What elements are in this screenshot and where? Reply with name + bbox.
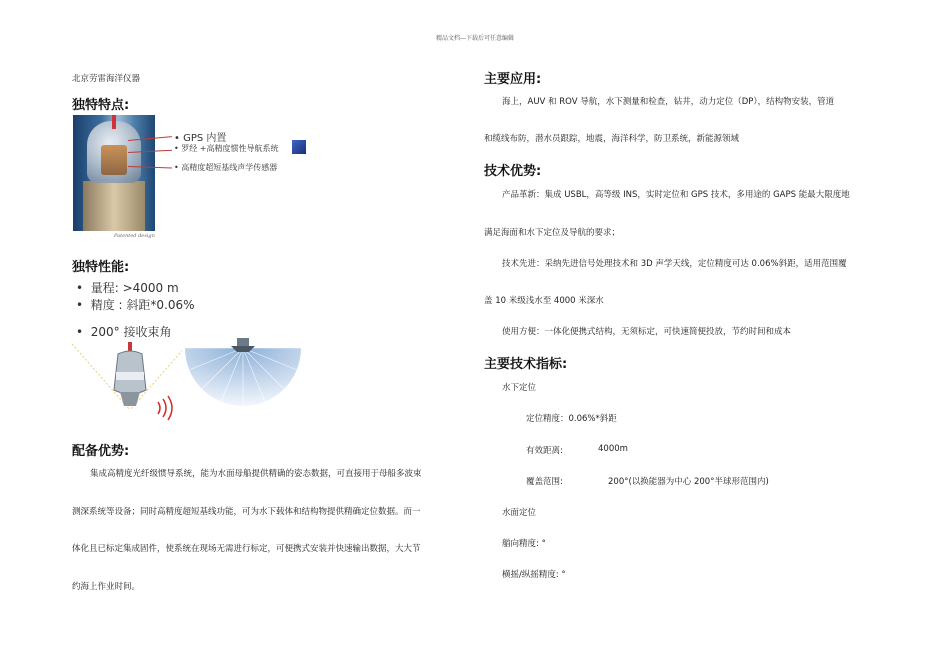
- spec-accuracy: 定位精度：0.06%*斜距: [526, 414, 617, 424]
- photo-antenna: [112, 115, 116, 129]
- bullet-beam-text: 200° 接收束角: [90, 325, 172, 339]
- callout-gps-text: GPS 内置: [183, 133, 227, 144]
- tech-line-1: 产品革新：集成 USBL，高等级 INS，实时定位和 GPS 技术，多用途的 GAPS 能最大限度地: [502, 190, 850, 200]
- ins-cube-icon: [292, 140, 306, 154]
- callout-compass: • 罗经 +高精度惯性导航系统: [174, 144, 279, 153]
- product-photo: [73, 115, 155, 231]
- spec-underwater-heading: 水下定位: [502, 383, 537, 393]
- paragraph-line-3: 体化且已标定集成固件，使系统在现场无需进行标定，可便携式安装并快速输出数据，大大节: [72, 544, 421, 554]
- spec-coverage-label: 覆盖范围:: [526, 477, 563, 487]
- bullet-accuracy-text: 精度 : 斜距*0.06%: [90, 298, 195, 312]
- bullet-range: • 量程: >4000 m: [76, 281, 179, 295]
- bullet-beam: • 200° 接收束角: [76, 325, 172, 339]
- applications-line-1: 海上，AUV 和 ROV 导航，水下测量和检查，钻井，动力定位（DP），结构物安装，管道: [502, 97, 835, 107]
- applications-line-2: 和缆线布防，潜水员跟踪，地震，海洋科学，防卫系统，新能源领域: [484, 134, 740, 144]
- paragraph-line-1: 集成高精度光纤级惯导系统，能为水面母船提供精确的姿态数据，可直接用于母船多波束: [90, 469, 422, 479]
- spec-roll-pitch: 横摇/纵摇精度: °: [502, 570, 566, 580]
- bullet-range-text: 量程: >4000 m: [90, 281, 179, 295]
- photo-core: [101, 145, 127, 175]
- photo-caption: Patented design: [114, 233, 155, 239]
- spec-range-label: 有效距离:: [526, 446, 563, 456]
- section-title-specs: 主要技术指标:: [484, 357, 568, 372]
- tech-line-2: 满足海面和水下定位及导航的要求；: [484, 228, 621, 238]
- photo-base: [83, 181, 145, 231]
- callout-usbl: • 高精度超短基线声学传感器: [174, 163, 278, 172]
- paragraph-line-2: 测深系统等设备；同时高精度超短基线功能，可为水下载体和结构物提供精确定位数据。而一: [72, 507, 421, 517]
- company-name: 北京劳雷海洋仪器: [72, 74, 141, 84]
- callout-compass-text: 罗经 +高精度惯性导航系统: [181, 144, 279, 153]
- tech-line-4: 盖 10 米级浅水至 4000 米深水: [484, 296, 604, 306]
- section-title-tech-advantages: 技术优势:: [484, 164, 542, 179]
- callout-usbl-text: 高精度超短基线声学传感器: [181, 163, 278, 172]
- section-title-features: 独特特点:: [72, 98, 130, 113]
- tech-line-5: 使用方便：一体化便携式结构，无须标定，可快速简便投放，节约时间和成本: [502, 327, 792, 337]
- section-title-applications: 主要应用:: [484, 72, 542, 87]
- spec-surface-heading: 水面定位: [502, 508, 537, 518]
- spec-heading-accuracy: 艏向精度: °: [502, 539, 546, 549]
- beam-coverage-diagram: [183, 338, 303, 410]
- spec-range-value: 4000m: [598, 444, 628, 454]
- bullet-accuracy: • 精度 : 斜距*0.06%: [76, 298, 195, 312]
- section-title-advantages: 配备优势:: [72, 444, 130, 459]
- page-header: 精品文档---下载后可任意编辑: [435, 35, 515, 42]
- section-title-performance: 独特性能:: [72, 260, 130, 275]
- spec-coverage-value: 200°(以换能器为中心 200°半球形范围内): [608, 477, 769, 487]
- callout-gps: • GPS 内置: [174, 133, 227, 144]
- paragraph-line-4: 约海上作业时间。: [72, 582, 141, 592]
- tech-line-3: 技术先进：采纳先进信号处理技术和 3D 声学天线，定位精度可达 0.06%斜距，适用范围覆: [502, 259, 847, 269]
- transducer-illustration: [72, 340, 182, 430]
